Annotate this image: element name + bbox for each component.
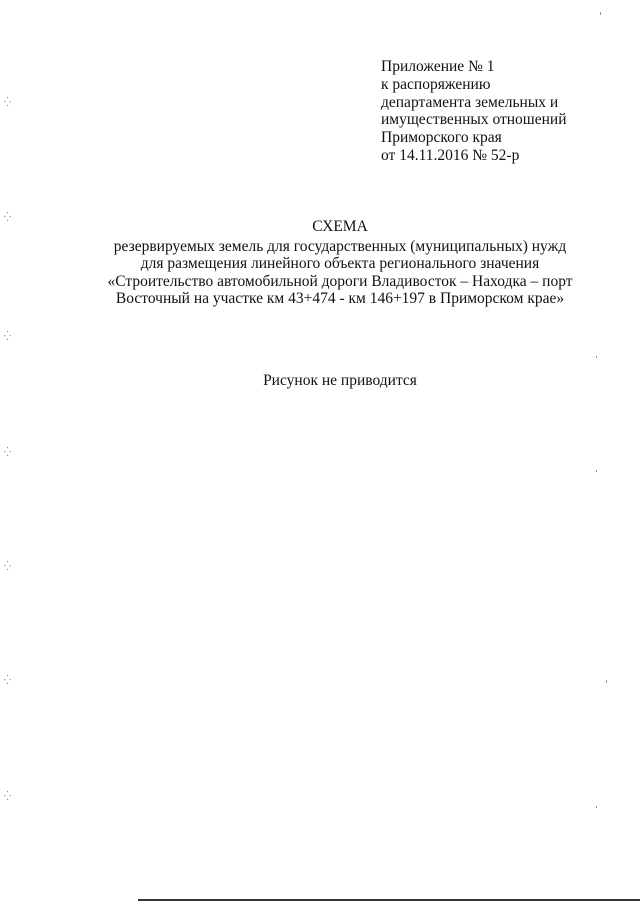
appendix-line-4: имущественных отношений (381, 111, 567, 129)
appendix-line-3: департамента земельных и (381, 93, 559, 111)
scan-speck (600, 12, 601, 15)
scan-mark: ⁛ (4, 448, 13, 458)
scan-mark: ⁛ (4, 792, 13, 802)
scan-speck (596, 470, 597, 472)
appendix-line-5: Приморского края (381, 129, 502, 147)
scheme-title-block (60, 218, 620, 308)
scheme-line-2: для размещения линейного объекта регионального значения (140, 255, 540, 272)
scan-speck (606, 680, 607, 683)
appendix-line-2: к распоряжению (381, 75, 491, 93)
figure-omitted-note: Рисунок не приводится (263, 372, 417, 389)
appendix-header (381, 58, 621, 165)
scan-mark: ⁛ (4, 676, 13, 686)
scheme-line-1: резервируемых земель для государственных (муниципальных) нужд (113, 237, 567, 255)
scan-mark: ⁛ (4, 98, 13, 108)
appendix-line-1: Приложение № 1 (381, 58, 495, 75)
scan-speck (596, 806, 597, 808)
scan-speck (596, 356, 597, 358)
scan-mark: ⁛ (4, 332, 13, 342)
scheme-line-3: «Строительство автомобильной дороги Владивосток – Находка – порт (107, 272, 573, 290)
appendix-line-6: от 14.11.2016 № 52-р (381, 146, 520, 164)
scan-edge-line (138, 899, 640, 901)
scheme-line-4: Восточный на участке км 43+474 - км 146+197 в Приморском крае» (115, 290, 565, 307)
scan-mark: ⁛ (4, 562, 13, 572)
scheme-heading: СХЕМА (312, 218, 368, 235)
scan-mark: ⁛ (4, 213, 13, 223)
